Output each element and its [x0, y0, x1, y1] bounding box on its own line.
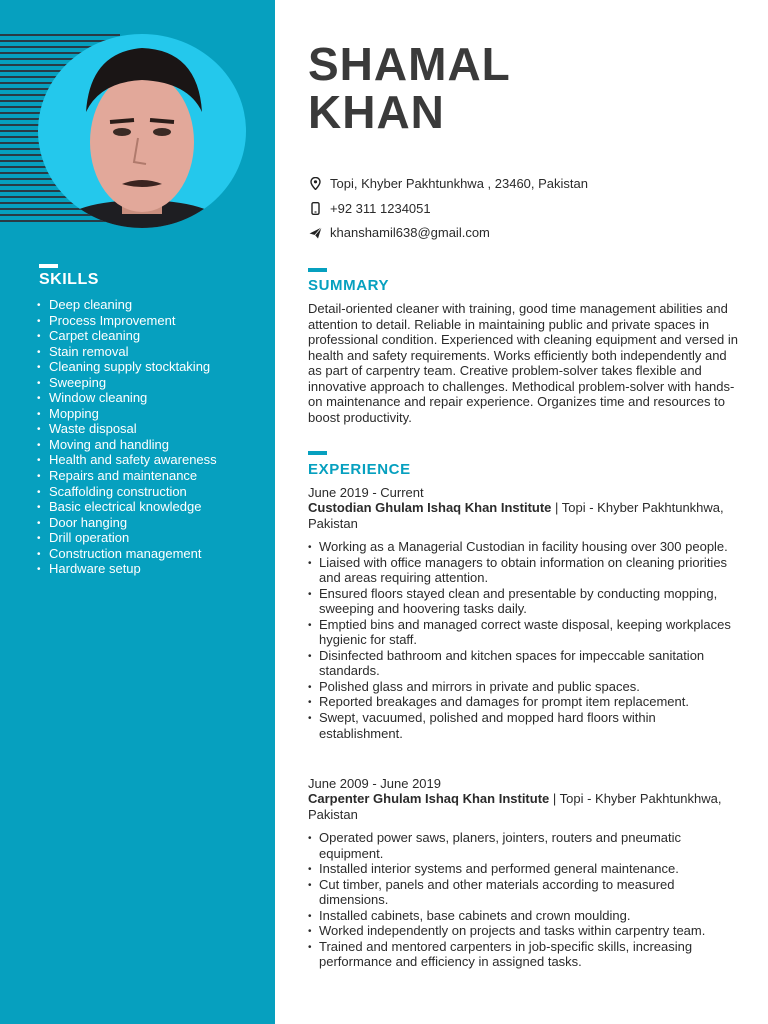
job-2-role: Carpenter Ghulam Ishaq Khan Institute [308, 791, 550, 806]
duty-item: • Emptied bins and managed correct waste disposal, keeping workplaces hygienic for staff. [308, 617, 738, 648]
skill-item: • Sweeping [36, 375, 217, 391]
skill-item: • Construction management [36, 546, 217, 562]
skills-accent-bar [39, 264, 58, 268]
skill-item: • Repairs and maintenance [36, 468, 217, 484]
job-1-location: | Topi - Khyber Pakhtunkhwa, Pakistan [308, 500, 724, 531]
duty-item: • Trained and mentored carpenters in job-specific skills, increasing performance and efficiency in assigned tasks. [308, 939, 738, 970]
address-text: Topi, Khyber Pakhtunkhwa , 23460, Pakistan [330, 176, 588, 191]
job-2-title [308, 791, 728, 823]
mobile-phone-icon [308, 202, 322, 216]
contact-phone [308, 201, 431, 216]
email-link[interactable]: khanshamil638@gmail.com [330, 225, 490, 240]
skill-item: • Window cleaning [36, 390, 217, 406]
skill-item: • Hardware setup [36, 561, 217, 577]
skill-item: • Door hanging [36, 515, 217, 531]
duty-item: • Swept, vacuumed, polished and mopped hard floors within establishment. [308, 710, 738, 741]
duty-item: • Polished glass and mirrors in private and public spaces. [308, 679, 738, 695]
duty-item: • Disinfected bathroom and kitchen spaces for impeccable sanitation standards. [308, 648, 738, 679]
duty-item: • Working as a Managerial Custodian in facility housing over 300 people. [308, 539, 738, 555]
name-line-1: SHAMAL [308, 38, 511, 90]
sidebar [0, 0, 275, 1024]
job-1-duties [308, 539, 738, 741]
skills-heading: SKILLS [39, 271, 99, 288]
job-1-dates: June 2019 - Current [308, 485, 424, 500]
duty-item: • Operated power saws, planers, jointers, routers and pneumatic equipment. [308, 830, 738, 861]
paper-plane-icon [308, 226, 322, 240]
skill-item: • Moving and handling [36, 437, 217, 453]
phone-text: +92 311 1234051 [330, 201, 431, 216]
job-2-location: | Topi - Khyber Pakhtunkhwa, Pakistan [308, 791, 722, 822]
skill-item: • Drill operation [36, 530, 217, 546]
skill-item: • Basic electrical knowledge [36, 499, 217, 515]
duty-item: • Installed cabinets, base cabinets and crown moulding. [308, 908, 738, 924]
job-1-title [308, 500, 728, 532]
skill-item: • Process Improvement [36, 313, 217, 329]
skills-list [36, 297, 217, 577]
profile-photo [38, 34, 246, 228]
skill-item: • Carpet cleaning [36, 328, 217, 344]
summary-heading: SUMMARY [308, 277, 390, 294]
skill-item: • Deep cleaning [36, 297, 217, 313]
name-line-2: KHAN [308, 86, 445, 138]
job-2-duties [308, 830, 738, 970]
portrait-image [38, 34, 246, 228]
skill-item: • Cleaning supply stocktaking [36, 359, 217, 375]
skill-item: • Health and safety awareness [36, 452, 217, 468]
experience-heading: EXPERIENCE [308, 461, 411, 478]
duty-item: • Liaised with office managers to obtain information on cleaning priorities and areas requiring attention. [308, 555, 738, 586]
summary-text: Detail-oriented cleaner with training, good time management abilities and attention to detail. Reliable in maintaining public and private spaces in professional condition. Experienced with cleaning equipment and versed in health and safety requirements. Works efficiently both independently and as part of carpentry team. Creative problem-solver takes flexible and innovative approach to challenges. Methodical problem-solver with hands-on maintenance and repair experience. Organizes time and resources to boost productivity. [308, 301, 738, 425]
duty-item: • Worked independently on projects and tasks within carpentry team. [308, 923, 738, 939]
duty-item: • Cut timber, panels and other materials according to measured dimensions. [308, 877, 738, 908]
job-1-role: Custodian Ghulam Ishaq Khan Institute [308, 500, 552, 515]
summary-accent-bar [308, 268, 327, 272]
job-2-dates: June 2009 - June 2019 [308, 776, 441, 791]
duty-item: • Installed interior systems and performed general maintenance. [308, 861, 738, 877]
duty-item: • Ensured floors stayed clean and presentable by conducting mopping, sweeping and hoovering tasks daily. [308, 586, 738, 617]
skill-item: • Stain removal [36, 344, 217, 360]
location-pin-icon [308, 177, 322, 191]
skill-item: • Waste disposal [36, 421, 217, 437]
contact-email [308, 225, 490, 240]
skill-item: • Scaffolding construction [36, 484, 217, 500]
contact-address [308, 176, 588, 191]
duty-item: • Reported breakages and damages for prompt item replacement. [308, 694, 738, 710]
skill-item: • Mopping [36, 406, 217, 422]
experience-accent-bar [308, 451, 327, 455]
candidate-name [308, 40, 511, 136]
